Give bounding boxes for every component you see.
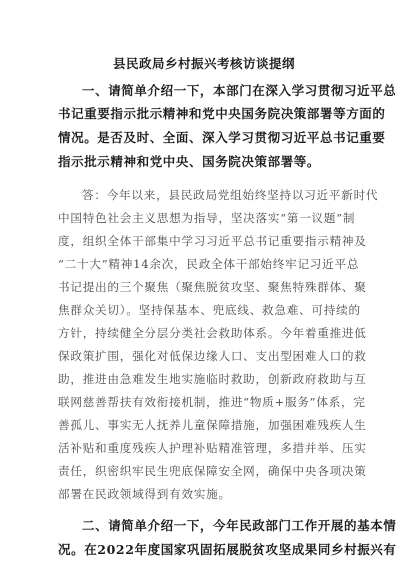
question-2-line-2: 况。在2022年度国家巩固拓展脱贫攻坚成果同乡村振兴有 <box>58 542 397 557</box>
answer-1-line-3: 度，组织全体干部集中学习习近平总书记重要指示精神及 <box>58 234 367 248</box>
answer-1-line-13: 责任，织密织牢民生兜底保障安全网，确保中央各项决策 <box>58 464 367 478</box>
answer-1-line-7: 方针，持续健全分层分类社会救助体系。今年着重推进低 <box>58 326 367 340</box>
question-1-line-3: 情况。是否及时、全面、深入学习贯彻习近平总书记重要 <box>58 130 386 145</box>
answer-1-line-9: 助，推进由急难发生地实施临时救助，创新政府救助与互 <box>58 372 367 386</box>
answer-1-line-12: 活补贴和重度残疾人护理补贴精准管理，多措并举、压实 <box>58 441 367 455</box>
answer-1-line-10: 联网慈善帮扶有效衔接机制，推进“物质+服务”体系，完 <box>58 395 366 409</box>
answer-1-line-8: 保政策扩围，强化对低保边缘人口、支出型困难人口的救 <box>58 349 367 363</box>
question-2-line-1: 二、请简单介绍一下，今年民政部门工作开展的基本情 <box>82 518 397 533</box>
answer-1-line-11: 善孤儿、事实无人抚养儿童保障措施，加强困难残疾人生 <box>58 418 367 432</box>
answer-1-line-14: 部署在民政领域得到有效实施。 <box>58 487 231 501</box>
answer-1-line-2: 中国特色社会主义思想为指导，坚决落实“第一议题”制 <box>58 211 356 225</box>
answer-1-line-1: 答：今年以来，县民政局党组始终坚持以习近平新时代 <box>82 188 379 202</box>
document-title: 县民政局乡村振兴考核访谈提纲 <box>112 56 295 71</box>
answer-1-line-5: 书记提出的三个聚焦（聚焦脱贫攻坚、聚焦特殊群体、聚 <box>58 280 367 294</box>
question-1-line-1: 一、请简单介绍一下，本部门在深入学习贯彻习近平总 <box>82 83 397 98</box>
answer-1-line-4: “二十大”精神14余次，民政全体干部始终牢记习近平总 <box>58 257 360 271</box>
question-1-line-4: 指示批示精神和党中央、国务院决策部署等。 <box>58 154 321 169</box>
question-1-line-2: 书记重要指示批示精神和党中央国务院决策部署等方面的 <box>58 106 386 121</box>
answer-1-line-6: 焦群众关切）。坚持保基本、兜底线、救急难、可持续的 <box>58 303 361 317</box>
